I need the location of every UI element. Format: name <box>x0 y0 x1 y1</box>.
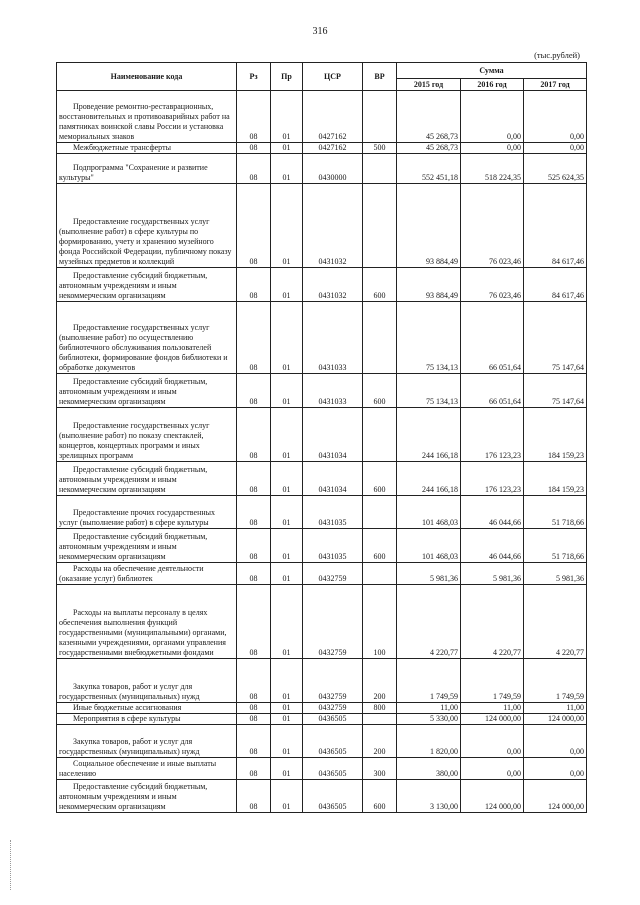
cell-csr: 0431032 <box>303 184 363 268</box>
cell-pr: 01 <box>271 714 303 725</box>
table-row <box>57 714 587 725</box>
cell-y2017: 525 624,35 <box>524 154 587 184</box>
header-csr: ЦСР <box>303 63 363 91</box>
cell-y2016: 76 023,46 <box>461 184 524 268</box>
cell-csr: 0431035 <box>303 529 363 563</box>
cell-name: Подпрограмма "Сохранение и развитие культуры" <box>57 154 237 184</box>
cell-vr <box>363 91 397 143</box>
cell-y2016: 4 220,77 <box>461 585 524 659</box>
cell-rz: 08 <box>237 496 271 529</box>
cell-y2015: 552 451,18 <box>397 154 461 184</box>
cell-pr: 01 <box>271 659 303 703</box>
table-row <box>57 184 587 268</box>
cell-vr: 800 <box>363 703 397 714</box>
cell-y2016: 0,00 <box>461 91 524 143</box>
cell-rz: 08 <box>237 703 271 714</box>
table-row <box>57 780 587 813</box>
cell-y2015: 93 884,49 <box>397 268 461 302</box>
cell-csr: 0431033 <box>303 302 363 374</box>
cell-y2015: 101 468,03 <box>397 529 461 563</box>
cell-y2016: 124 000,00 <box>461 780 524 813</box>
cell-y2015: 380,00 <box>397 758 461 780</box>
cell-rz: 08 <box>237 714 271 725</box>
cell-rz: 08 <box>237 302 271 374</box>
cell-csr: 0431034 <box>303 462 363 496</box>
cell-pr: 01 <box>271 302 303 374</box>
header-sum: Сумма <box>397 63 587 79</box>
cell-y2016: 0,00 <box>461 725 524 758</box>
table-row <box>57 91 587 143</box>
cell-name: Расходы на выплаты персоналу в целях обеспечения выполнения функций государственными (муниципальными) органами, казенными учреждениями, органами управления государственными внебюджетными фондами <box>57 585 237 659</box>
cell-name: Мероприятия в сфере культуры <box>57 714 237 725</box>
cell-rz: 08 <box>237 659 271 703</box>
cell-y2016: 0,00 <box>461 143 524 154</box>
cell-y2017: 0,00 <box>524 143 587 154</box>
cell-csr: 0427162 <box>303 143 363 154</box>
cell-rz: 08 <box>237 154 271 184</box>
cell-y2015: 11,00 <box>397 703 461 714</box>
cell-y2017: 0,00 <box>524 725 587 758</box>
table-row <box>57 143 587 154</box>
cell-pr: 01 <box>271 563 303 585</box>
cell-vr <box>363 496 397 529</box>
cell-rz: 08 <box>237 374 271 408</box>
cell-y2016: 66 051,64 <box>461 374 524 408</box>
cell-y2016: 518 224,35 <box>461 154 524 184</box>
cell-y2016: 0,00 <box>461 758 524 780</box>
cell-name: Расходы на обеспечение деятельности (оказание услуг) библиотек <box>57 563 237 585</box>
header-2016: 2016 год <box>461 79 524 91</box>
cell-csr: 0432759 <box>303 585 363 659</box>
cell-y2015: 4 220,77 <box>397 585 461 659</box>
cell-name: Предоставление субсидий бюджетным, автономным учреждениям и иным некоммерческим организациям <box>57 780 237 813</box>
cell-name: Межбюджетные трансферты <box>57 143 237 154</box>
header-2015: 2015 год <box>397 79 461 91</box>
table-row <box>57 268 587 302</box>
cell-y2017: 184 159,23 <box>524 408 587 462</box>
cell-y2017: 51 718,66 <box>524 496 587 529</box>
cell-pr: 01 <box>271 143 303 154</box>
cell-y2017: 11,00 <box>524 703 587 714</box>
cell-y2015: 1 820,00 <box>397 725 461 758</box>
table-row <box>57 462 587 496</box>
cell-rz: 08 <box>237 563 271 585</box>
cell-name: Закупка товаров, работ и услуг для государственных (муниципальных) нужд <box>57 725 237 758</box>
cell-vr: 100 <box>363 585 397 659</box>
cell-pr: 01 <box>271 496 303 529</box>
table-row <box>57 529 587 563</box>
cell-vr: 300 <box>363 758 397 780</box>
cell-pr: 01 <box>271 585 303 659</box>
cell-vr <box>363 154 397 184</box>
cell-y2017: 75 147,64 <box>524 374 587 408</box>
cell-y2017: 0,00 <box>524 758 587 780</box>
cell-pr: 01 <box>271 374 303 408</box>
header-rz: Рз <box>237 63 271 91</box>
cell-y2015: 5 330,00 <box>397 714 461 725</box>
cell-vr <box>363 563 397 585</box>
cell-y2017: 84 617,46 <box>524 184 587 268</box>
cell-y2016: 11,00 <box>461 703 524 714</box>
cell-y2017: 4 220,77 <box>524 585 587 659</box>
cell-pr: 01 <box>271 462 303 496</box>
cell-csr: 0431033 <box>303 374 363 408</box>
cell-csr: 0430000 <box>303 154 363 184</box>
cell-name: Социальное обеспечение и иные выплаты населению <box>57 758 237 780</box>
cell-csr: 0431035 <box>303 496 363 529</box>
cell-csr: 0432759 <box>303 563 363 585</box>
cell-y2017: 124 000,00 <box>524 780 587 813</box>
cell-name: Проведение ремонтно-реставрационных, восстановительных и противоаварийных работ на памятниках воинской славы России и установка мемориальных знаков <box>57 91 237 143</box>
cell-y2016: 66 051,64 <box>461 302 524 374</box>
cell-csr: 0427162 <box>303 91 363 143</box>
cell-csr: 0432759 <box>303 703 363 714</box>
cell-name: Предоставление субсидий бюджетным, автономным учреждениям и иным некоммерческим организациям <box>57 374 237 408</box>
scan-edge-mark <box>10 840 11 890</box>
cell-y2017: 51 718,66 <box>524 529 587 563</box>
cell-y2015: 75 134,13 <box>397 302 461 374</box>
cell-y2017: 5 981,36 <box>524 563 587 585</box>
cell-y2015: 75 134,13 <box>397 374 461 408</box>
table-row <box>57 703 587 714</box>
table-row <box>57 659 587 703</box>
cell-vr: 600 <box>363 780 397 813</box>
cell-y2015: 45 268,73 <box>397 143 461 154</box>
table-row <box>57 496 587 529</box>
cell-pr: 01 <box>271 184 303 268</box>
header-pr: Пр <box>271 63 303 91</box>
cell-csr: 0431034 <box>303 408 363 462</box>
cell-rz: 08 <box>237 780 271 813</box>
cell-y2016: 124 000,00 <box>461 714 524 725</box>
cell-y2017: 124 000,00 <box>524 714 587 725</box>
cell-y2016: 5 981,36 <box>461 563 524 585</box>
cell-csr: 0432759 <box>303 659 363 703</box>
cell-name: Предоставление государственных услуг (выполнение работ) по показу спектаклей, концертов, концертных программ и иных зрелищных программ <box>57 408 237 462</box>
cell-name: Закупка товаров, работ и услуг для государственных (муниципальных) нужд <box>57 659 237 703</box>
cell-y2017: 75 147,64 <box>524 302 587 374</box>
cell-rz: 08 <box>237 585 271 659</box>
units-label: (тыс.рублей) <box>534 50 580 60</box>
cell-pr: 01 <box>271 268 303 302</box>
cell-vr <box>363 184 397 268</box>
cell-y2015: 45 268,73 <box>397 91 461 143</box>
cell-vr: 600 <box>363 529 397 563</box>
cell-y2017: 184 159,23 <box>524 462 587 496</box>
cell-y2015: 244 166,18 <box>397 408 461 462</box>
cell-name: Предоставление субсидий бюджетным, автономным учреждениям и иным некоммерческим организациям <box>57 529 237 563</box>
cell-pr: 01 <box>271 529 303 563</box>
cell-vr: 600 <box>363 374 397 408</box>
cell-pr: 01 <box>271 703 303 714</box>
cell-vr: 600 <box>363 462 397 496</box>
table-row <box>57 758 587 780</box>
cell-y2016: 176 123,23 <box>461 462 524 496</box>
cell-name: Предоставление субсидий бюджетным, автономным учреждениям и иным некоммерческим организациям <box>57 268 237 302</box>
cell-y2015: 1 749,59 <box>397 659 461 703</box>
cell-vr <box>363 408 397 462</box>
table-row <box>57 725 587 758</box>
cell-csr: 0436505 <box>303 714 363 725</box>
cell-pr: 01 <box>271 154 303 184</box>
cell-vr <box>363 302 397 374</box>
cell-csr: 0436505 <box>303 780 363 813</box>
cell-vr: 500 <box>363 143 397 154</box>
cell-rz: 08 <box>237 529 271 563</box>
cell-rz: 08 <box>237 758 271 780</box>
cell-rz: 08 <box>237 268 271 302</box>
cell-csr: 0436505 <box>303 758 363 780</box>
cell-y2016: 76 023,46 <box>461 268 524 302</box>
table-row <box>57 154 587 184</box>
cell-rz: 08 <box>237 725 271 758</box>
header-vr: ВР <box>363 63 397 91</box>
cell-rz: 08 <box>237 91 271 143</box>
cell-y2015: 93 884,49 <box>397 184 461 268</box>
cell-name: Предоставление субсидий бюджетным, автономным учреждениям и иным некоммерческим организациям <box>57 462 237 496</box>
cell-y2017: 0,00 <box>524 91 587 143</box>
cell-rz: 08 <box>237 408 271 462</box>
cell-y2016: 46 044,66 <box>461 529 524 563</box>
cell-pr: 01 <box>271 780 303 813</box>
cell-y2017: 84 617,46 <box>524 268 587 302</box>
table-row <box>57 302 587 374</box>
cell-y2016: 1 749,59 <box>461 659 524 703</box>
page-number: 316 <box>312 26 328 37</box>
cell-pr: 01 <box>271 725 303 758</box>
cell-y2017: 1 749,59 <box>524 659 587 703</box>
table-row <box>57 585 587 659</box>
header-name: Наименование кода <box>57 63 237 91</box>
table-row <box>57 563 587 585</box>
cell-vr: 200 <box>363 659 397 703</box>
budget-table <box>56 62 587 813</box>
cell-name: Предоставление прочих государственных услуг (выполнение работ) в сфере культуры <box>57 496 237 529</box>
cell-name: Предоставление государственных услуг (выполнение работ) в сфере культуры по формированию, учету и хранению музейного фонда Российской Федерации, публичному показу музейных предметов и коллекций <box>57 184 237 268</box>
cell-csr: 0431032 <box>303 268 363 302</box>
cell-y2016: 176 123,23 <box>461 408 524 462</box>
cell-csr: 0436505 <box>303 725 363 758</box>
cell-pr: 01 <box>271 408 303 462</box>
table-row <box>57 408 587 462</box>
header-2017: 2017 год <box>524 79 587 91</box>
cell-rz: 08 <box>237 143 271 154</box>
cell-y2015: 244 166,18 <box>397 462 461 496</box>
cell-name: Иные бюджетные ассигнования <box>57 703 237 714</box>
cell-rz: 08 <box>237 462 271 496</box>
cell-vr: 600 <box>363 268 397 302</box>
cell-pr: 01 <box>271 91 303 143</box>
table-row <box>57 374 587 408</box>
cell-y2015: 101 468,03 <box>397 496 461 529</box>
cell-name: Предоставление государственных услуг (выполнение работ) по осуществлению библиотечного обслуживания пользователей библиотеки, формирование фондов библиотеки и обработке документов <box>57 302 237 374</box>
cell-pr: 01 <box>271 758 303 780</box>
cell-y2015: 5 981,36 <box>397 563 461 585</box>
cell-vr <box>363 714 397 725</box>
cell-y2015: 3 130,00 <box>397 780 461 813</box>
cell-rz: 08 <box>237 184 271 268</box>
cell-vr: 200 <box>363 725 397 758</box>
cell-y2016: 46 044,66 <box>461 496 524 529</box>
